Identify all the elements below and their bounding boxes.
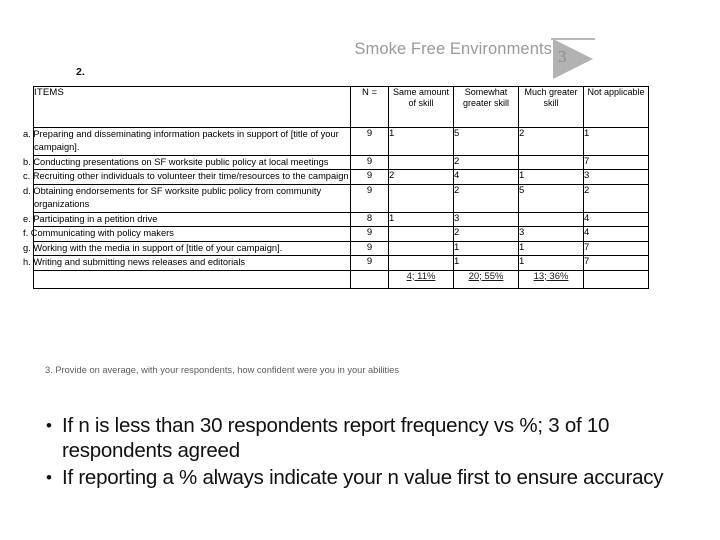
cell-somewhat-greater: 2 (454, 184, 519, 212)
cell-much-greater: 2 (519, 128, 584, 156)
cell-n: 9 (351, 128, 389, 156)
cell-item: f. Communicating with policy makers (34, 227, 351, 241)
cell-same-amount: 2 (389, 170, 454, 184)
cell-much-greater: 5 (519, 184, 584, 212)
cell-item: h. Writing and submitting news releases and editorials (34, 256, 351, 270)
cell-not-applicable: 3 (584, 170, 649, 184)
cell-somewhat-greater: 4 (454, 170, 519, 184)
summary-spacer-na (584, 270, 649, 288)
clipped-next-question-text (33, 365, 453, 383)
cell-same-amount (389, 241, 454, 255)
table-header (34, 87, 649, 128)
cell-n: 8 (351, 212, 389, 226)
list-item-label: If reporting a % always indicate your n value first to ensure accuracy (62, 466, 664, 489)
cell-much-greater: 3 (519, 227, 584, 241)
cell-much-greater: 1 (519, 256, 584, 270)
cell-same-amount (389, 256, 454, 270)
cell-somewhat-greater: 1 (454, 256, 519, 270)
column-header-much-greater: Much greater skill (519, 87, 584, 128)
column-header-n: N = (351, 87, 389, 128)
table-summary-row (34, 270, 649, 288)
cell-n: 9 (351, 170, 389, 184)
cell-somewhat-greater: 3 (454, 212, 519, 226)
question-number: 2. (76, 66, 85, 78)
summary-cell-n (351, 270, 389, 288)
cell-somewhat-greater: 1 (454, 241, 519, 255)
summary-much-greater (519, 270, 584, 288)
summary-same-amount (389, 270, 454, 288)
summary-somewhat-greater (454, 270, 519, 288)
cell-item: a. Preparing and disseminating information packets in support of [title of your campaign]. (34, 128, 351, 156)
cell-item: g. Working with the media in support of [title of your campaign]. (34, 241, 351, 255)
table-row (34, 184, 649, 212)
list-item (36, 413, 696, 463)
column-header-not-applicable: Not applicable (584, 87, 649, 128)
cell-much-greater: 1 (519, 241, 584, 255)
cell-n: 9 (351, 241, 389, 255)
cell-item: c. Recruiting other individuals to volunteer their time/resources to the campaign (34, 170, 351, 184)
cell-n: 9 (351, 256, 389, 270)
column-header-same-amount: Same amount of skill (389, 87, 454, 128)
cell-same-amount (389, 227, 454, 241)
cell-item: b. Conducting presentations on SF worksite public policy at local meetings (34, 155, 351, 169)
cell-not-applicable: 7 (584, 155, 649, 169)
cell-somewhat-greater: 2 (454, 227, 519, 241)
clipped-next-question-label: 3. Provide on average, with your respondents, how confident were you in your abilities (45, 365, 399, 375)
summary-somewhat-greater-text: 20; 55% (468, 270, 504, 282)
cell-much-greater: 1 (519, 170, 584, 184)
section-number: 3 (558, 47, 567, 66)
cell-same-amount: 1 (389, 212, 454, 226)
column-header-somewhat-greater: Somewhat greater skill (454, 87, 519, 128)
table-row (34, 241, 649, 255)
cell-not-applicable: 4 (584, 212, 649, 226)
cell-same-amount (389, 184, 454, 212)
cell-much-greater (519, 155, 584, 169)
cell-much-greater (519, 212, 584, 226)
list-item (36, 465, 696, 490)
cell-not-applicable: 2 (584, 184, 649, 212)
table-row (34, 170, 649, 184)
table-row (34, 155, 649, 169)
summary-spacer-items (34, 270, 351, 288)
cell-somewhat-greater: 2 (454, 155, 519, 169)
bullet-dot-icon: • (46, 468, 52, 487)
summary-same-amount-text: 4; 11% (406, 270, 436, 282)
survey-results-table (23, 86, 649, 289)
cell-same-amount (389, 155, 454, 169)
bullet-dot-icon: • (46, 416, 52, 435)
cell-not-applicable: 7 (584, 241, 649, 255)
table-row (34, 256, 649, 270)
column-header-items: ITEMS (34, 87, 351, 128)
cell-item: e. Participating in a petition drive (34, 212, 351, 226)
cell-same-amount: 1 (389, 128, 454, 156)
cell-not-applicable: 4 (584, 227, 649, 241)
cell-n: 9 (351, 227, 389, 241)
cell-n: 9 (351, 155, 389, 169)
cell-item: d. Obtaining endorsements for SF worksite public policy from community organizations (34, 184, 351, 212)
slide-header (0, 28, 720, 76)
table-row (34, 227, 649, 241)
table-row (34, 212, 649, 226)
summary-much-greater-text: 13; 36% (533, 270, 569, 282)
cell-not-applicable: 1 (584, 128, 649, 156)
page-title: Smoke Free Environments (354, 40, 552, 58)
bullet-list (36, 413, 696, 492)
table-row (34, 128, 649, 156)
table-header-row (34, 87, 649, 128)
cell-n: 9 (351, 184, 389, 212)
cell-somewhat-greater: 5 (454, 128, 519, 156)
cell-not-applicable: 7 (584, 256, 649, 270)
list-item-label: If n is less than 30 respondents report frequency vs %; 3 of 10 respondents agreed (62, 414, 610, 462)
table-body (23, 128, 649, 289)
